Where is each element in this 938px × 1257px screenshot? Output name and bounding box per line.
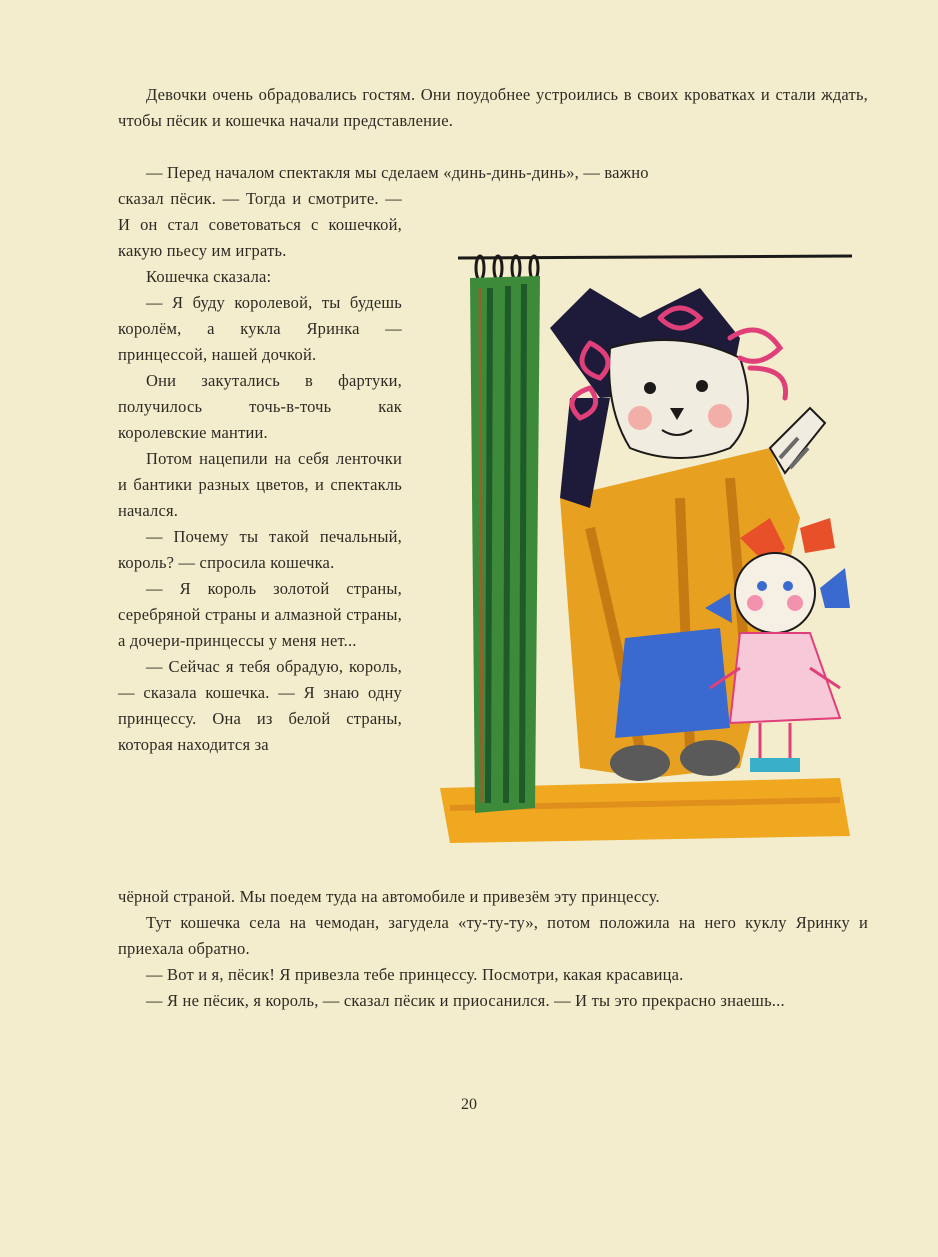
paragraph: чёрной страной. Мы поедем туда на автомобиле и привезём эту принцессу. — [118, 887, 660, 906]
paragraph: Потом нацепили на себя ленточки и бантики разных цветов, и спектакль начался. — [118, 449, 402, 520]
cat-face — [609, 340, 748, 458]
left-column-text — [118, 186, 402, 758]
paragraph: Девочки очень обрадовались гостям. Они поудобнее устроились в своих кроватках и стали ждать, чтобы пёсик и кошечка начали представление. — [118, 85, 868, 130]
cat-and-doll-theatre-illustration — [440, 248, 870, 848]
paragraph: Кошечка сказала: — [146, 267, 272, 286]
cat-paw — [680, 740, 740, 776]
paragraph: — Почему ты такой печальный, король? — спросила кошечка. — [118, 527, 402, 572]
paragraph: — Сейчас я тебя обрадую, король, — сказала кошечка. — Я знаю одну принцессу. Она из белой страны, которая находится за — [118, 657, 402, 754]
paragraph: — Я буду королевой, ты будешь королём, а кукла Яринка — принцессой, нашей дочкой. — [118, 293, 402, 364]
bottom-text-block — [118, 884, 868, 1014]
top-text-block — [118, 82, 868, 134]
full-width-line: — Перед началом спектакля мы сделаем «динь-динь-динь», — важно — [146, 163, 649, 182]
paragraph: — Я не пёсик, я король, — сказал пёсик и приосанился. — И ты это прекрасно знаешь... — [146, 991, 785, 1010]
cat-paw — [610, 745, 670, 781]
cat-dress — [615, 628, 730, 738]
paragraph: — Вот и я, пёсик! Я привезла тебе принцессу. Посмотри, какая красавица. — [146, 965, 684, 984]
page-number: 20 — [461, 1096, 477, 1113]
paragraph: — Я король золотой страны, серебряной страны и алмазной страны, а дочери-принцессы у меня нет... — [118, 579, 402, 650]
paragraph: сказал пёсик. — Тогда и смотрите. — И он стал советоваться с кошечкой, какую пьесу им играть. — [118, 189, 402, 260]
paragraph: Они закутались в фартуки, получилось точь-в-точь как королевские мантии. — [118, 371, 402, 442]
paragraph: Тут кошечка села на чемодан, загудела «ту-ту-ту», потом положила на него куклу Яринку и приехала обратно. — [118, 913, 868, 958]
